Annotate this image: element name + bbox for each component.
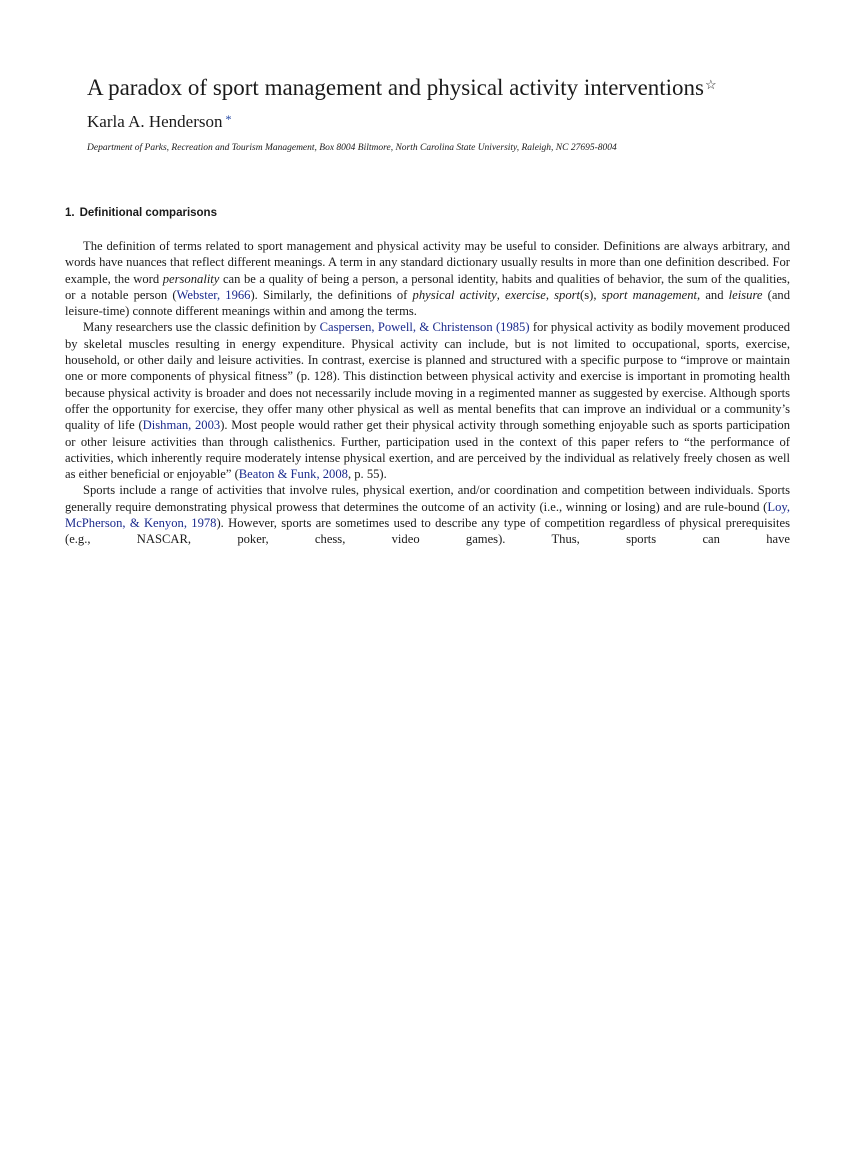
text-run: ). Similarly, the definitions of	[250, 287, 413, 302]
italic-term: physical activity	[412, 287, 497, 302]
text-run: ,	[545, 287, 555, 302]
paragraph	[65, 319, 790, 482]
italic-term: personality	[162, 271, 220, 286]
text-run: The definition of terms related to sport management and physical activity may be useful to consider. Definitions are always arbitrary, and words have nuances that reflect different meanings. A term in any standard dictionary usually results in more than one definition described. For example, the word	[65, 239, 790, 286]
text-run: Many researchers use the classic definition by	[83, 320, 320, 335]
body-text	[65, 238, 790, 548]
italic-term: leisure	[728, 287, 763, 302]
text-run: ). Most people would rather get their physical activity through something enjoyable such as sports participation or other leisure activities than through calisthenics. Further, participation used in the context of this paper refers to “the performance of activities, which inherently require moderately intense physical exertion, and are perceived by the individual as relatively freely chosen as well as either beneficial or enjoyable” (	[65, 418, 790, 482]
text-run: ). However, sports are sometimes used to describe any type of competition regardless of physical prerequisites (e.g., NASCAR, poker, chess, video games). Thus, sports can have	[65, 516, 790, 547]
text-run: , and	[697, 287, 729, 302]
text-run: (s),	[580, 287, 602, 302]
italic-term: sport	[554, 287, 581, 302]
text-run: (and leisure-time) connote different meanings within and among the terms.	[65, 287, 791, 319]
affiliation: Department of Parks, Recreation and Tourism Management, Box 8004 Biltmore, North Carolina State University, Raleigh, NC 27695-8004	[87, 143, 617, 153]
author-line	[87, 112, 232, 132]
title-footnote-star-icon[interactable]: ☆	[705, 77, 717, 92]
italic-term: sport management	[601, 287, 698, 302]
author-footnote-mark[interactable]: *	[225, 112, 232, 126]
section-title: Definitional comparisons	[79, 207, 217, 219]
text-run: for physical activity as bodily movement produced by skeletal muscles resulting in energy expenditure. Physical activity can include, but is not limited to occupational, sports, exercise, household, or other daily and leisure activities. In contrast, exercise is planned and structured with a specific purpose to “improve or maintain one or more components of physical fitness” (p. 128). This distinction between physical activity and exercise is important in promoting health because physical activity is broader and does not necessarily include moving in a regimented manner as suggested by exercise. Although sports offer the opportunity for exercise, they offer many other physical as well as mental benefits that can improve an individual or a community’s quality of life (	[65, 320, 791, 433]
article-title	[87, 74, 807, 102]
article-title-text: A paradox of sport management and physical activity interventions	[87, 75, 705, 100]
citation-link[interactable]: Caspersen, Powell, & Christenson (1985)	[319, 320, 530, 335]
text-run: , p. 55).	[347, 467, 387, 482]
italic-term: exercise	[505, 287, 546, 302]
text-run: can be a quality of being a person, a personal identity, habits and qualities of behavior, the sum of the qualities, or a notable person (	[65, 271, 790, 302]
paragraph	[65, 238, 790, 319]
text-run: ,	[496, 287, 506, 302]
citation-link[interactable]: Dishman, 2003	[142, 418, 221, 433]
text-run: Sports include a range of activities that involve rules, physical exertion, and/or coordination and competition between individuals. Sports generally require demonstrating physical prowess that determines the outcome of an activity (i.e., winning or losing) and are rule-bound (	[65, 483, 790, 514]
section-heading	[65, 206, 217, 220]
citation-link[interactable]: Beaton & Funk, 2008	[238, 467, 348, 482]
author-name: Karla A. Henderson	[87, 112, 223, 131]
citation-link[interactable]: Loy, McPherson, & Kenyon, 1978	[65, 499, 790, 531]
section-number: 1.	[65, 207, 75, 219]
paragraph	[65, 482, 790, 547]
citation-link[interactable]: Webster, 1966	[176, 287, 251, 302]
